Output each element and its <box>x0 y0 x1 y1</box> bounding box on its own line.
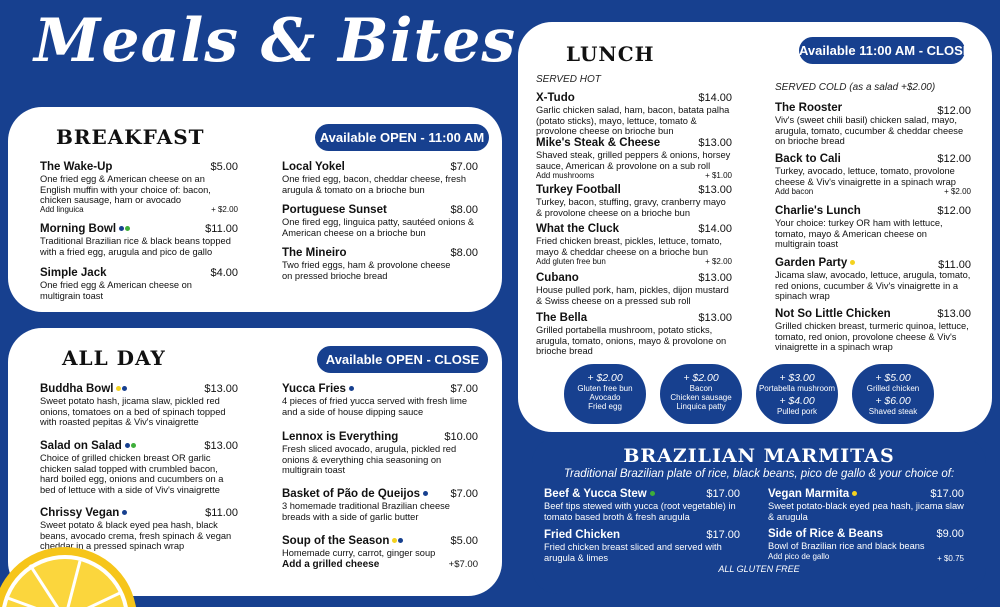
marmitas-subtitle: Traditional Brazilian plate of rice, black beans, pico de gallo & your choice of: <box>563 468 955 480</box>
item-name <box>282 535 403 547</box>
allday-title: ALL DAY <box>62 346 166 370</box>
item-name: What the Cluck <box>536 223 620 235</box>
menu-item <box>40 223 238 259</box>
item-addon: Add bacon <box>775 187 814 196</box>
addon-circle <box>658 362 744 426</box>
item-name <box>40 223 130 235</box>
menu-item <box>536 223 732 269</box>
item-name: The Rooster <box>775 102 843 114</box>
breakfast-panel <box>8 107 502 312</box>
item-addon: Add gluten free bun <box>536 257 606 266</box>
item-addon-price: + $1.00 <box>705 171 732 180</box>
item-price: $5.00 <box>210 161 238 173</box>
menu-item <box>282 383 478 419</box>
item-name-text: Morning Bowl <box>40 223 117 235</box>
item-name: Portuguese Sunset <box>282 204 387 216</box>
addon-option: Chicken sausage <box>670 393 732 402</box>
navy-dot-icon <box>423 491 428 496</box>
menu-item <box>40 440 238 496</box>
gluten-free-note: ALL GLUTEN FREE <box>718 564 800 574</box>
item-description: Two fried eggs, ham & provolone cheese on pressed brioche bread <box>282 260 451 281</box>
item-description: Jicama slaw, avocado, lettuce, arugula, tomato, red onions, cucumber & Viv's vinaigrette in a spinach wrap <box>775 270 971 302</box>
item-price: $12.00 <box>937 205 971 217</box>
addon-price: + $2.00 <box>683 372 719 384</box>
item-name-text: Vegan Marmita <box>768 488 850 500</box>
navy-dot-icon <box>125 443 130 448</box>
item-description: Turkey, bacon, stuffing, gravy, cranberry mayo & provolone cheese on a brioche bun <box>536 197 726 218</box>
item-description: Choice of grilled chicken breast OR garlic chicken salad topped with crumbled bacon, hard boiled egg, onions and cucumbers on a bed of lettuce with a side of Viv's vinaigrette <box>40 453 224 495</box>
green-dot-icon <box>131 443 136 448</box>
item-name: The Mineiro <box>282 247 347 259</box>
lunch-title: LUNCH <box>566 42 655 66</box>
menu-item <box>536 92 732 138</box>
item-description: 4 pieces of fried yucca served with fresh lime and a side of house dipping sauce <box>282 396 467 417</box>
item-description: Fried chicken breast sliced and served with arugula & limes <box>544 542 722 563</box>
item-price: $7.00 <box>450 383 478 395</box>
item-name: Mike's Steak & Cheese <box>536 137 661 149</box>
item-description: Traditional Brazilian rice & black beans topped with a fried egg, arugula and pico de gallo <box>40 236 231 257</box>
item-addon: Add linguica <box>40 205 84 214</box>
addon-price: + $6.00 <box>875 395 911 407</box>
item-description: Your choice: turkey OR ham with lettuce, tomato, mayo & American cheese on multigrain toast <box>775 218 943 250</box>
item-name <box>40 507 127 519</box>
item-name-text: Beef & Yucca Stew <box>544 488 647 500</box>
item-description: One fried egg & American cheese on an English muffin with your choice of: bacon, chicken sausage, ham or avocado <box>40 174 211 206</box>
item-name: Not So Little Chicken <box>775 308 891 320</box>
item-description: Viv's (sweet chili basil) chicken salad, mayo, arugula, tomato, cucumber & cheddar cheese on brioche bread <box>775 115 964 147</box>
item-name <box>775 257 855 269</box>
lunch-availability-badge: Available 11:00 AM - CLOSE <box>799 37 965 64</box>
menu-item <box>282 247 478 283</box>
item-description: Garlic chicken salad, ham, bacon, batata palha (potato sticks), mayo, lettuce, tomato & provolone cheese on brioche bun <box>536 105 730 137</box>
addon-circle <box>754 362 840 426</box>
green-dot-icon <box>650 491 655 496</box>
item-price: $12.00 <box>937 153 971 165</box>
item-name: Fried Chicken <box>544 529 621 541</box>
addon-option: Linquica patty <box>676 402 726 411</box>
item-addon-price: + $2.00 <box>705 257 732 266</box>
breakfast-title: BREAKFAST <box>56 125 205 149</box>
item-name: Turkey Football <box>536 184 621 196</box>
menu-item <box>40 383 238 429</box>
item-name-text: Soup of the Season <box>282 535 390 547</box>
item-price: $10.00 <box>444 431 478 443</box>
addon-circle <box>562 362 648 426</box>
item-description: Turkey, avocado, lettuce, tomato, provolone cheese & Viv's vinaigrette in a spinach wrap <box>775 166 956 187</box>
menu-item <box>282 488 478 524</box>
item-description: Bowl of Brazilian rice and black beans <box>768 541 925 551</box>
item-price: $5.00 <box>450 535 478 547</box>
item-addon: Add pico de gallo <box>768 552 830 561</box>
item-price: $8.00 <box>450 204 478 216</box>
addon-option: Pulled pork <box>776 407 818 416</box>
menu-item <box>544 488 740 524</box>
item-description: One fired egg, linguica patty, sautéed onions & American cheese on a brioche bun <box>282 217 475 238</box>
item-price: $7.00 <box>450 488 478 500</box>
item-name <box>544 488 655 500</box>
addon-price: + $3.00 <box>779 372 815 384</box>
menu-item <box>775 205 971 251</box>
yellow-dot-icon <box>852 491 857 496</box>
menu-item <box>775 257 971 303</box>
item-description: Homemade curry, carrot, ginger soup <box>282 548 436 558</box>
item-description: Grilled portabella mushroom, potato sticks, arugula, tomato, onions, mayo & provolone on brioche bread <box>536 325 727 357</box>
item-description: Fresh sliced avocado, arugula, pickled red onions & everything chia seasoning on multigrain toast <box>282 444 457 476</box>
menu-item <box>40 267 238 303</box>
navy-dot-icon <box>122 386 127 391</box>
item-addon-price: + $2.00 <box>211 205 238 214</box>
item-name: Cubano <box>536 272 579 284</box>
addon-circle <box>850 362 936 426</box>
allday-availability-badge: Available OPEN - CLOSE <box>317 346 488 373</box>
menu-title: Meals & Bites <box>34 6 517 76</box>
item-name-text: Salad on Salad <box>40 440 122 452</box>
menu-item <box>282 535 478 575</box>
item-price: $13.00 <box>204 383 238 395</box>
addon-option: Gluten free bun <box>577 384 633 393</box>
item-price: $13.00 <box>937 308 971 320</box>
served-hot-label: SERVED HOT <box>536 74 601 85</box>
item-addon: Add a grilled cheese <box>282 559 380 570</box>
item-price: $8.00 <box>450 247 478 259</box>
green-dot-icon <box>119 226 124 231</box>
addon-price: + $2.00 <box>587 372 623 384</box>
item-price: $11.00 <box>205 507 238 519</box>
addon-option: Fried egg <box>588 402 622 411</box>
addon-option: Portabella mushroom <box>758 384 836 393</box>
item-price: $11.00 <box>938 259 971 271</box>
menu-item <box>775 153 971 199</box>
item-price: $4.00 <box>210 267 238 279</box>
menu-item <box>536 272 732 308</box>
item-name <box>282 488 428 500</box>
menu-item <box>768 528 964 564</box>
menu-item <box>282 431 478 477</box>
item-name-text: Chrissy Vegan <box>40 507 120 519</box>
item-description: Sweet potato & black eyed pea hash, black beans, avocado crema, fresh spinach & vegan cheddar in a pressed spinach wrap <box>40 520 232 552</box>
item-price: $17.00 <box>706 488 740 500</box>
addon-option: Grilled chicken <box>866 384 920 393</box>
menu-item <box>282 204 478 240</box>
addon-price: + $4.00 <box>779 395 815 407</box>
navy-dot-icon <box>122 510 127 515</box>
menu-item <box>536 312 732 358</box>
item-description: Beef tips stewed with yucca (root vegetable) in tomato based broth & fresh arugula <box>544 501 736 522</box>
item-name <box>768 488 857 500</box>
addon-option: Shaved steak <box>868 407 918 416</box>
yellow-dot-icon <box>850 260 855 265</box>
item-description: Fried chicken breast, pickles, lettuce, tomato, mayo & cheddar cheese on a brioche bun <box>536 236 723 257</box>
addon-option: Avocado <box>589 393 621 402</box>
item-description: One fried egg, bacon, cheddar cheese, fresh arugula & tomato on a brioche bun <box>282 174 466 195</box>
item-price: $11.00 <box>205 223 238 235</box>
menu-item <box>536 184 732 220</box>
menu-item <box>40 161 238 214</box>
item-name: Back to Cali <box>775 153 841 165</box>
item-price: $13.00 <box>698 137 732 149</box>
green-dot-icon <box>125 226 130 231</box>
item-name-text: Garden Party <box>775 257 848 269</box>
menu-item <box>768 488 964 524</box>
menu-item <box>282 161 478 197</box>
breakfast-availability-badge: Available OPEN - 11:00 AM <box>315 124 489 151</box>
item-name <box>40 440 136 452</box>
item-price: $17.00 <box>706 529 740 541</box>
item-price: $14.00 <box>698 223 732 235</box>
item-name-text: Yucca Fries <box>282 383 346 395</box>
item-name-text: Basket of Pão de Queijos <box>282 488 421 500</box>
addon-price: + $5.00 <box>875 372 911 384</box>
item-addon-price: + $2.00 <box>944 187 971 196</box>
served-cold-label: SERVED COLD (as a salad +$2.00) <box>775 82 936 93</box>
item-price: $14.00 <box>698 92 732 104</box>
lemon-slice-icon <box>0 547 150 607</box>
item-description: Shaved steak, grilled peppers & onions, horsey sauce, American & provolone on a sub roll <box>536 150 731 171</box>
item-name: The Wake-Up <box>40 161 113 173</box>
item-description: Sweet potato hash, jicama slaw, pickled red onions, tomatoes on a bed of spinach topped with roasted pepitas & Viv's vinaigrette <box>40 396 226 428</box>
item-price: $7.00 <box>450 161 478 173</box>
item-price: $9.00 <box>936 528 964 540</box>
item-price: $12.00 <box>937 105 971 117</box>
item-description: 3 homemade traditional Brazilian cheese breads with a side of garlic butter <box>282 501 450 522</box>
item-name: Simple Jack <box>40 267 107 279</box>
item-price: $13.00 <box>698 312 732 324</box>
menu-item <box>775 308 971 354</box>
item-name: The Bella <box>536 312 588 324</box>
menu-item <box>775 102 971 148</box>
addon-option: Bacon <box>689 384 713 393</box>
navy-dot-icon <box>349 386 354 391</box>
item-addon-price: + $0.75 <box>937 554 964 563</box>
item-price: $13.00 <box>698 184 732 196</box>
item-name: Side of Rice & Beans <box>768 528 884 540</box>
yellow-dot-icon <box>392 538 397 543</box>
yellow-dot-icon <box>116 386 121 391</box>
item-name <box>40 383 127 395</box>
menu-item <box>544 529 740 565</box>
item-name <box>282 383 354 395</box>
item-name: X-Tudo <box>536 92 575 104</box>
navy-dot-icon <box>398 538 403 543</box>
item-price: $13.00 <box>698 272 732 284</box>
item-description: One fried egg & American cheese on multigrain toast <box>40 280 192 301</box>
item-name: Local Yokel <box>282 161 345 173</box>
item-name-text: Buddha Bowl <box>40 383 114 395</box>
marmitas-panel <box>532 437 986 594</box>
item-description: Grilled chicken breast, turmeric quinoa, lettuce, tomato, red onion, provolone cheese & Viv's vinaigrette in a spinach wrap <box>775 321 969 353</box>
item-price: $17.00 <box>930 488 964 500</box>
item-addon: Add mushrooms <box>536 171 595 180</box>
item-addon-price: +$7.00 <box>448 559 478 570</box>
item-name: Charlie's Lunch <box>775 205 861 217</box>
item-description: Sweet potato-black eyed pea hash, jicama slaw & arugula <box>768 501 964 522</box>
menu-item <box>536 137 732 183</box>
marmitas-title: BRAZILIAN MARMITAS <box>623 445 895 467</box>
item-description: House pulled pork, ham, pickles, dijon mustard & Swiss cheese on a pressed sub roll <box>536 285 729 306</box>
item-price: $13.00 <box>204 440 238 452</box>
item-name: Lennox is Everything <box>282 431 399 443</box>
